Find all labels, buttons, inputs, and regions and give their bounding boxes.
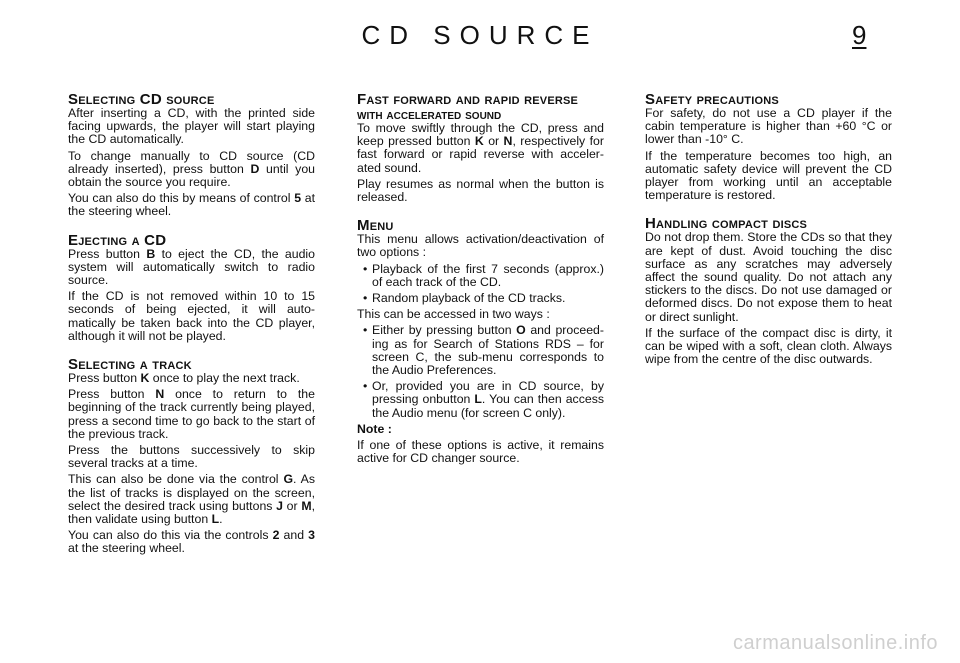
text: This can also be done via the control xyxy=(68,472,284,487)
bold-text: J xyxy=(276,498,283,513)
column-middle xyxy=(357,92,604,479)
watermark: carmanualsonline.info xyxy=(732,632,938,654)
text: and proceed-ing as for Search of Stations RDS – for screen C, the sub-menu corresponds to the Audio Preferences. xyxy=(372,323,604,378)
text: , respectively for fast forward or rapid reverse with acceler-ated sound. xyxy=(357,134,604,175)
bold-text: 2 xyxy=(272,528,280,543)
bold-text: K xyxy=(474,134,484,149)
paragraph xyxy=(357,308,604,321)
text: Press button xyxy=(68,371,141,386)
paragraph xyxy=(68,529,315,555)
paragraph xyxy=(645,107,892,147)
text: or xyxy=(282,498,302,513)
section-heading: Menu xyxy=(357,217,394,235)
bullet-item xyxy=(357,380,604,420)
text: Either by pressing button xyxy=(372,323,517,338)
text: Play resumes as normal when the button is released. xyxy=(357,176,604,205)
paragraph xyxy=(357,178,604,204)
paragraph xyxy=(645,150,892,203)
bold-text: N xyxy=(503,134,513,149)
text: . xyxy=(219,512,223,527)
text: After inserting a CD, with the printed side facing upwards, the player will start playing the CD automatically. xyxy=(68,106,315,147)
column-left xyxy=(68,92,315,570)
paragraph xyxy=(357,233,604,259)
page-number: 9 xyxy=(852,20,867,50)
bold-text: N xyxy=(155,387,165,402)
bold-text: D xyxy=(250,161,260,176)
text: . As the list of tracks is displayed on the screen, select the desired track using buttons xyxy=(68,472,315,513)
bullet-item xyxy=(357,263,604,289)
text: You can also do this via the controls xyxy=(68,528,273,543)
bold-text: O xyxy=(516,323,526,338)
paragraph xyxy=(68,473,315,526)
section xyxy=(357,92,604,204)
bold-text: B xyxy=(146,246,156,261)
section-heading: Selecting CD source xyxy=(68,91,215,108)
text: once to return to the beginning of the track currently being played, press a second time to go back to the start of the previous track. xyxy=(68,387,315,441)
text: . You can then access the Audio menu (for screen C only). xyxy=(372,392,604,420)
text: , then validate using button xyxy=(68,498,315,527)
text: For safety, do not use a CD player if the cabin temperature is higher than +60 °C or lower than -10° C. xyxy=(645,106,892,147)
section xyxy=(68,92,315,219)
text: and xyxy=(279,528,309,543)
text: If one of these options is active, it remains active for CD changer source. xyxy=(357,438,604,466)
text: To move swiftly through the CD, press and keep pressed button xyxy=(357,121,604,149)
section xyxy=(68,233,315,343)
section-heading: Handling compact discs xyxy=(645,215,808,233)
paragraph xyxy=(68,107,315,147)
bullet-item xyxy=(357,324,604,377)
bold-text: L xyxy=(474,392,482,407)
text: This can be accessed in two ways : xyxy=(357,307,550,322)
bold-text: 3 xyxy=(308,528,315,543)
bold-text: K xyxy=(140,371,150,386)
text: until you obtain the source you require. xyxy=(68,161,316,190)
text: at the steering wheel. xyxy=(68,191,315,219)
text: Playback of the first 7 seconds (approx.) of each track of the CD. xyxy=(372,261,604,289)
section xyxy=(645,92,892,202)
section-subheading: with accelerated sound xyxy=(357,106,502,122)
text: If the temperature becomes too high, an automatic safety device will prevent the CD player from working until an acceptable temperature is restored. xyxy=(645,148,892,203)
paragraph xyxy=(68,290,315,343)
text: If the CD is not removed within 10 to 15 seconds of being ejected, it will auto-matically be taken back into the CD player, although it will not be played. xyxy=(68,289,315,343)
text: or xyxy=(483,134,504,149)
column-right xyxy=(645,92,892,380)
text: Do not drop them. Store the CDs so that they are kept of dust. Avoid touching the disc surface as any scratches may adversely affect the sound quality. Do not attach any stickers to the discs. Do not use damaged or deformed discs. Do not expose them to heat or direct sunlight. xyxy=(645,230,892,324)
paragraph xyxy=(68,444,315,470)
text: If the surface of the compact disc is dirty, it can be wiped with a soft, clean cloth. Always wipe from the centre of the disc outwards. xyxy=(645,325,892,367)
paragraph xyxy=(68,150,315,190)
text: to eject the CD, the audio system will automatically switch to radio source. xyxy=(68,246,315,288)
section xyxy=(68,357,315,556)
bold-text: L xyxy=(211,512,220,527)
paragraph xyxy=(68,372,315,385)
text: Random playback of the CD tracks. xyxy=(372,291,566,306)
paragraph xyxy=(357,439,604,465)
section-heading: Selecting a track xyxy=(68,356,192,374)
text: Press button xyxy=(68,387,156,402)
text: Press the buttons successively to skip several tracks at a time. xyxy=(68,443,315,471)
section-heading: Ejecting a CD xyxy=(68,231,167,249)
bullet-item xyxy=(357,292,604,305)
paragraph xyxy=(357,423,604,436)
text: once to play the next track. xyxy=(149,371,300,386)
paragraph xyxy=(357,122,604,175)
bold-text: 5 xyxy=(294,191,302,206)
paragraph xyxy=(645,231,892,323)
section xyxy=(645,216,892,366)
section-heading: Safety precautions xyxy=(645,91,779,108)
paragraph xyxy=(68,388,315,441)
text: at the steering wheel. xyxy=(68,541,185,556)
text: To change manually to CD source (CD already inserted), press button xyxy=(68,148,315,176)
bold-text: Note : xyxy=(357,421,392,436)
text: You can also do this by means of control xyxy=(68,191,295,206)
page-title: CD SOURCE xyxy=(361,20,599,50)
text: This menu allows activation/deactivation of two options : xyxy=(357,232,604,260)
paragraph xyxy=(68,192,315,218)
bold-text: M xyxy=(301,498,312,513)
text: Or, provided you are in CD source, by pressing onbutton xyxy=(372,379,604,407)
section-heading: Fast forward and rapid reverse xyxy=(357,91,579,108)
paragraph xyxy=(645,327,892,367)
bold-text: G xyxy=(283,472,294,487)
text: Press button xyxy=(68,246,147,261)
section xyxy=(357,218,604,465)
paragraph xyxy=(68,248,315,288)
